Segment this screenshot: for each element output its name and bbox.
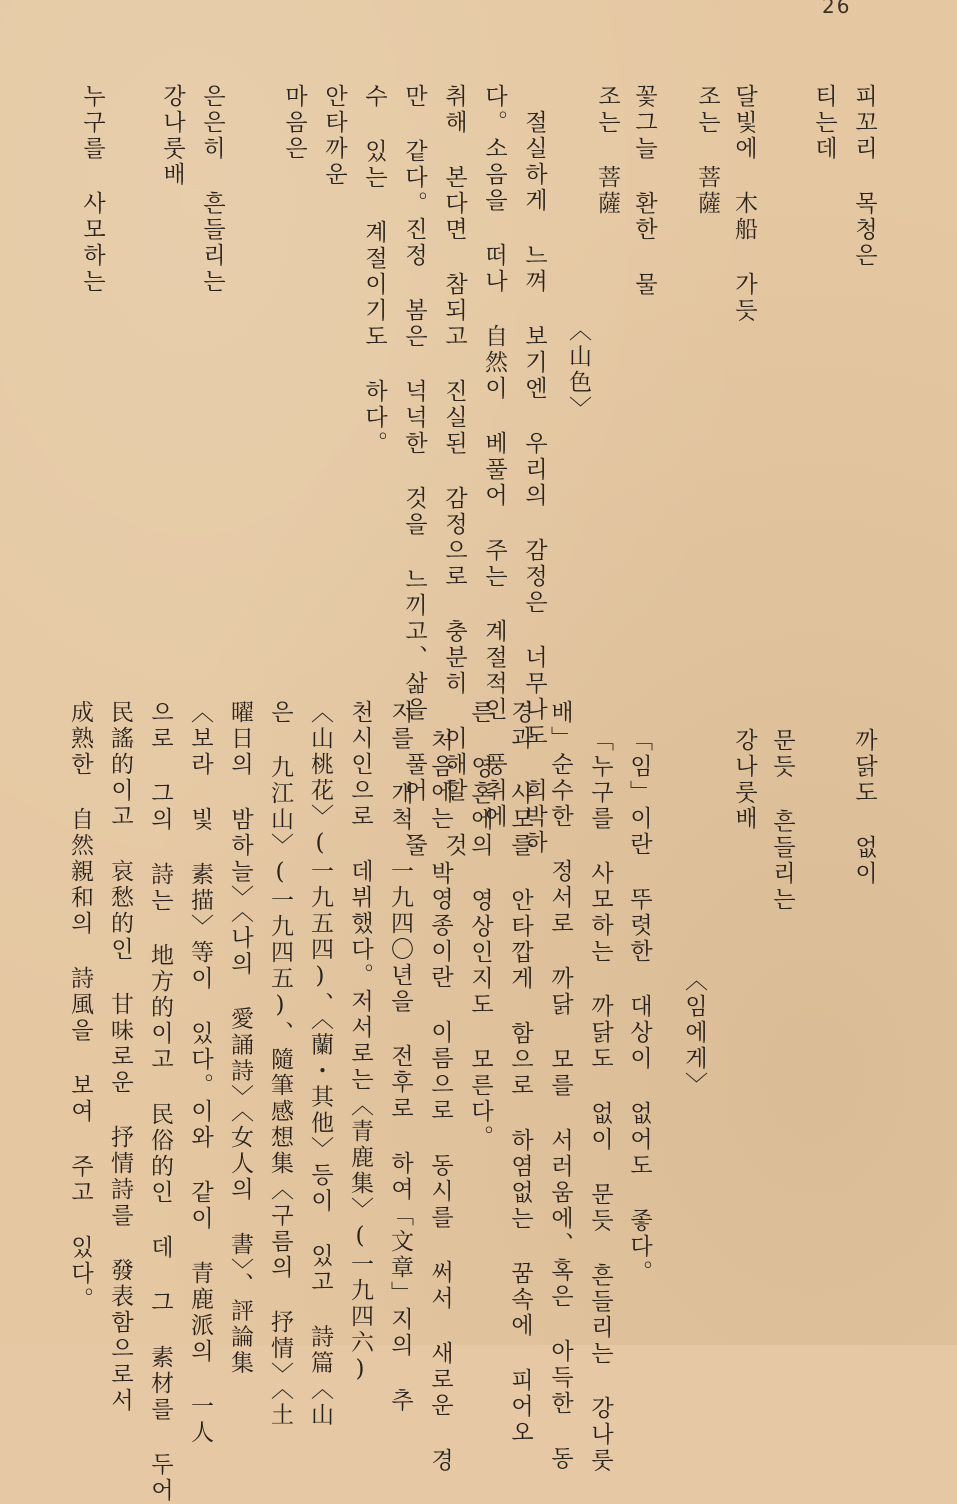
poem-line: 꽃그늘 환한 물: [631, 84, 657, 298]
commentary-line: 절실하게 느껴 보기엔 우리의 감정은 너무나도 희박하: [521, 110, 547, 856]
poem-line: 달빛에 木船 가듯: [731, 84, 757, 324]
poem-line: 누구를 사모하는: [79, 84, 105, 295]
poem-line: 문듯 흔들리는: [769, 728, 795, 913]
poem-line: 강나룻배: [731, 728, 757, 832]
biography-line: 은 九江山〉(一九四五)、隨筆感想集〈구름의 抒情〉〈土: [267, 700, 293, 1429]
biography-line: 으로 그의 詩는 地方的이고 民俗的인 데 그 素材를 두어: [147, 700, 173, 1504]
poem-line: 마음은: [281, 84, 307, 162]
biography-line: 曜日의 밤하늘〉〈나의 愛誦詩〉〈女人의 書〉、評論集: [227, 700, 253, 1377]
biography-line: 〈山桃花〉(一九五四)、〈蘭・其他〉등이 있고 詩篇〈山: [307, 700, 333, 1429]
commentary-line: 배」순수한 정서로 까닭 모를 서러움에、혹은 아득한 동: [547, 700, 573, 1472]
commentary-line: 「임」이란 뚜렷한 대상이 없어도 좋다。: [626, 728, 652, 1286]
biography-line: 지를 개척、一九四〇년을 전후로 하여「文章」지의 추: [387, 700, 413, 1414]
poem-title: 〈山色〉: [565, 318, 591, 422]
commentary-line: 경과 사모를 안타깝게 함으로 하염없는 꿈속에 피어오: [507, 700, 533, 1446]
poem-line: 강나룻배: [159, 84, 185, 188]
poem-line: 은은히 흔들리는: [199, 84, 225, 295]
poem-line: 조는 菩薩: [594, 84, 620, 217]
commentary-line: 「누구를 사모하는 까닭도 없이 문듯 흔들리는 강나룻: [587, 728, 613, 1474]
poem-line: 까닭도 없이: [851, 728, 877, 887]
biography-line: 〈보라 빛 素描〉等이 있다。이와 같이 青鹿派의 一人: [187, 700, 213, 1446]
poem-line: 조는 菩薩: [694, 84, 720, 217]
commentary-line: 취해 본다면 참되고 진실된 감정으로 충분히 이해할 것: [441, 84, 467, 859]
biography-line: 成熟한 自然親和의 詩風을 보여 주고 있다。: [67, 700, 93, 1313]
page-number: 26: [822, 0, 852, 18]
biography-line: 천시인으로 데뷔했다。저서로는〈青鹿集〉(一九四六): [347, 700, 373, 1385]
commentary-line: 른 영혼에의 영상인지도 모른다。: [467, 700, 493, 1151]
poem-line: 티는데: [811, 84, 837, 162]
commentary-line: 다。소음을 떠나 自然이 베풀어 주는 계절적인 풍취에: [481, 84, 507, 830]
poem-line: 안타까운: [321, 84, 347, 188]
poem-title: 〈임에게〉: [681, 968, 707, 1098]
biography-line: 처음에는 박영종이란 이름으로 동시를 써서 새로운 경: [427, 728, 453, 1474]
commentary-line: 수 있는 계절이기도 하다。: [361, 84, 387, 457]
commentary-line: 만 같다。진정 봄은 넉넉한 것을 느끼고、삶을 풀어 줄: [401, 84, 427, 859]
biography-line: 民謠的이고 哀愁的인 甘味로운 抒情詩를 發表함으로서: [107, 700, 133, 1414]
poem-line: 피꼬리 목청은: [851, 84, 877, 269]
